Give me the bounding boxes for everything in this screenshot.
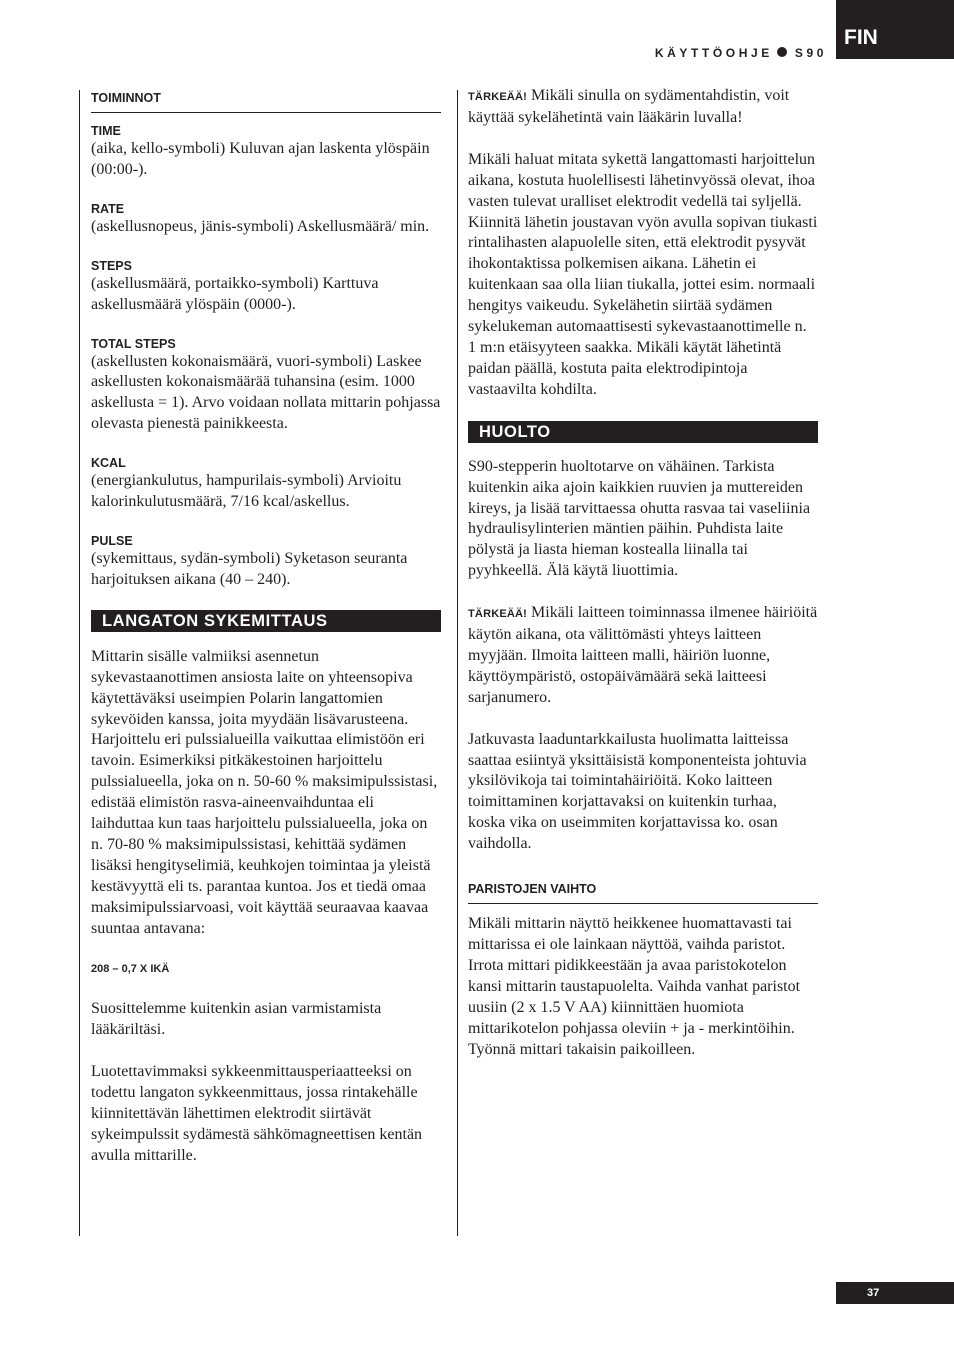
- function-item-kcal: [91, 455, 441, 513]
- maintenance-paragraph: S90-stepperin huoltotarve on vähäinen. Tarkista kuitenkin aika ajoin kaikkien ruuvien ja muttereiden kireys, ja lisää tarvittaessa ohutta rasvaa tai vaseliinia hydraulisylinterien mäntien päihin. Puhdista laite pölystä ja liasta hieman kostealla liinalla tai pyyhkeellä. Älä käytä liuottimia.: [468, 457, 811, 580]
- function-item-total-steps: [91, 336, 441, 436]
- malfunction-warning-text: Mikäli laitteen toiminnassa ilmenee häiriöitä käytön aikana, ota välittömästi yhteys laitteen myyjään. Ilmoita laitteen malli, häiriön luonne, käyttöympäristö, ostopäivämäärä sekä laitteesi sarjanumero.: [468, 604, 818, 706]
- header-manual-label: KÄYTTÖOHJE: [654, 46, 773, 60]
- function-item-pulse: [91, 533, 441, 591]
- right-column: [468, 86, 818, 1060]
- function-description: (askellusmäärä, portaikko-symboli) Karttuva askellusmäärä ylöspäin (0000-).: [91, 274, 379, 313]
- strap-instructions-paragraph: Mikäli haluat mitata sykettä langattomasti harjoittelun aikana, kostuta huolellisesti lähetinvyössä olevat, ihoa vasten tulevat uralliset elektrodit vedellä tai syljellä. Kiinnitä lähetin joustavan vyön avulla sopivan tiukasti rintalihasten alapuolelle siten, että elektrodit pysyvät ihokontaktissa polkemisen aikana. Lähetin ei kuitenkaan saa olla liian tiukalla, jottei esim. normaali hengitys vaikeudu. Sykelähetin siirtää sydämen sykelukeman automaattisesti sykevastaanottimelle n. 1 m:n etäisyyteen saakka. Mikäli käytät lähetintä paidan päällä, kostuta paita elektrodipintoja vastaavilta kohdilta.: [468, 150, 818, 398]
- function-description: (askellusten kokonaismäärä, vuori-symboli) Laskee askellusten kokonaismäärää tuhansina (esim. 1000 askellusta = 1). Arvo voidaan nollata mittarin pohjassa olevasta pienestä painikkeesta.: [91, 352, 441, 433]
- section-bar-wireless-heart-rate: LANGATON SYKEMITTAUS: [91, 610, 441, 632]
- function-label: KCAL: [91, 456, 126, 471]
- pacemaker-warning-text: Mikäli sinulla on sydämentahdistin, voit käyttää sykelähetintä vain lääkärin luvalla!: [468, 87, 790, 126]
- function-item-rate: [91, 201, 441, 238]
- header-model-label: S90: [794, 46, 827, 60]
- function-label: RATE: [91, 201, 125, 216]
- function-description: (energiankulutus, hampurilais-symboli) Arvioitu kalorinkulutusmäärä, 7/16 kcal/askellus.: [91, 472, 402, 511]
- wireless-paragraph: Mittarin sisälle valmiiksi asennetun sykevastaanottimen ansiosta laite on yhteensopiva käytettäväksi useimpien Polarin langattomien sykevöiden kanssa, joita myydään lisävarusteena. Harjoittelu eri pulssialueilla vaikuttaa elimistöön eri tavoin. Esimerkiksi pitkäkestoinen harjoittelu pulssialueella, joka on n. 50-60 % maksimipulssistasi, edistää elimistön rasva-aineenvaihduntaa eli laihduttaa kun taas harjoittelu pulssialueella, joka on n. 70-80 % maksimipulssistasi, kehittää sydämen lisäksi hengityselimiä, keuhkojen toimintaa ja yleistä kestävyyttä eli ts. parantaa kuntoa. Jos et tiedä omaa maksimipulssiarvoasi, voit käyttää seuraavaa kaavaa suuntaa antavana:: [91, 647, 438, 937]
- important-label: TÄRKEÄÄ!: [468, 91, 528, 103]
- function-item-steps: [91, 258, 441, 316]
- section-title-battery-replacement: PARISTOJEN VAIHTO: [468, 881, 818, 904]
- bullet-dot-icon: [777, 47, 787, 57]
- center-column-rule: [457, 90, 458, 1236]
- running-header: [655, 46, 827, 60]
- function-description: (askellusnopeus, jänis-symboli) Askellusmäärä/ min.: [91, 217, 430, 235]
- doctor-advice-paragraph: Suosittelemme kuitenkin asian varmistamista lääkäriltäsi.: [91, 1000, 382, 1039]
- malfunction-warning: [468, 603, 818, 709]
- page-number: 37: [836, 1282, 954, 1304]
- pacemaker-warning: [468, 86, 818, 129]
- quality-paragraph: Jatkuvasta laaduntarkkailusta huolimatta laitteissa saattaa esiintyä yksittäisistä komponenteista johtuvia yksilövikoja tai toimintahäiriöitä. Koko laitteen toimittaminen korjattavaksi on kuitenkin turhaa, koska vika on useimmiten korjattavissa ko. osan vaihdolla.: [468, 730, 807, 853]
- function-label: STEPS: [91, 258, 132, 273]
- function-label: PULSE: [91, 533, 133, 548]
- function-label: TOTAL STEPS: [91, 336, 176, 351]
- section-title-functions: TOIMINNOT: [91, 90, 441, 113]
- left-column-rule: [79, 90, 80, 1236]
- important-label: TÄRKEÄÄ!: [468, 608, 528, 621]
- max-pulse-formula: 208 – 0,7 X IKÄ: [91, 963, 170, 976]
- function-description: (sykemittaus, sydän-symboli) Syketason seuranta harjoituksen aikana (40 – 240).: [91, 549, 408, 588]
- section-bar-maintenance: HUOLTO: [468, 421, 818, 443]
- left-column: [91, 90, 441, 1167]
- function-label: TIME: [91, 124, 121, 138]
- battery-paragraph: Mikäli mittarin näyttö heikkenee huomattavasti tai mittarissa ei ole lainkaan näyttöä, vaihda paristot. Irrota mittari pidikkeestään ja avaa paristokotelon kansi mittarin taustapuolelta. Vaihda vanhat paristot uusiin (2 x 1.5 V AA) kiinnittäen huomiota mittarikotelon pohjassa oleviin + ja - merkintöihin. Työnnä mittari takaisin paikoilleen.: [468, 915, 801, 1058]
- function-item-time: [91, 123, 441, 181]
- wireless-principle-paragraph: Luotettavimmaksi sykkeenmittausperiaatteeksi on todettu langaton sykkeenmittaus, jossa rintakehälle kiinnitettävän lähettimen elektrodit siirtävät sykeimpulssit sydämestä sähkömagneettisen kentän avulla mittarille.: [91, 1063, 423, 1164]
- language-tab: FIN: [836, 0, 954, 59]
- function-description: (aika, kello-symboli) Kuluvan ajan laskenta ylöspäin (00:00-).: [91, 140, 430, 178]
